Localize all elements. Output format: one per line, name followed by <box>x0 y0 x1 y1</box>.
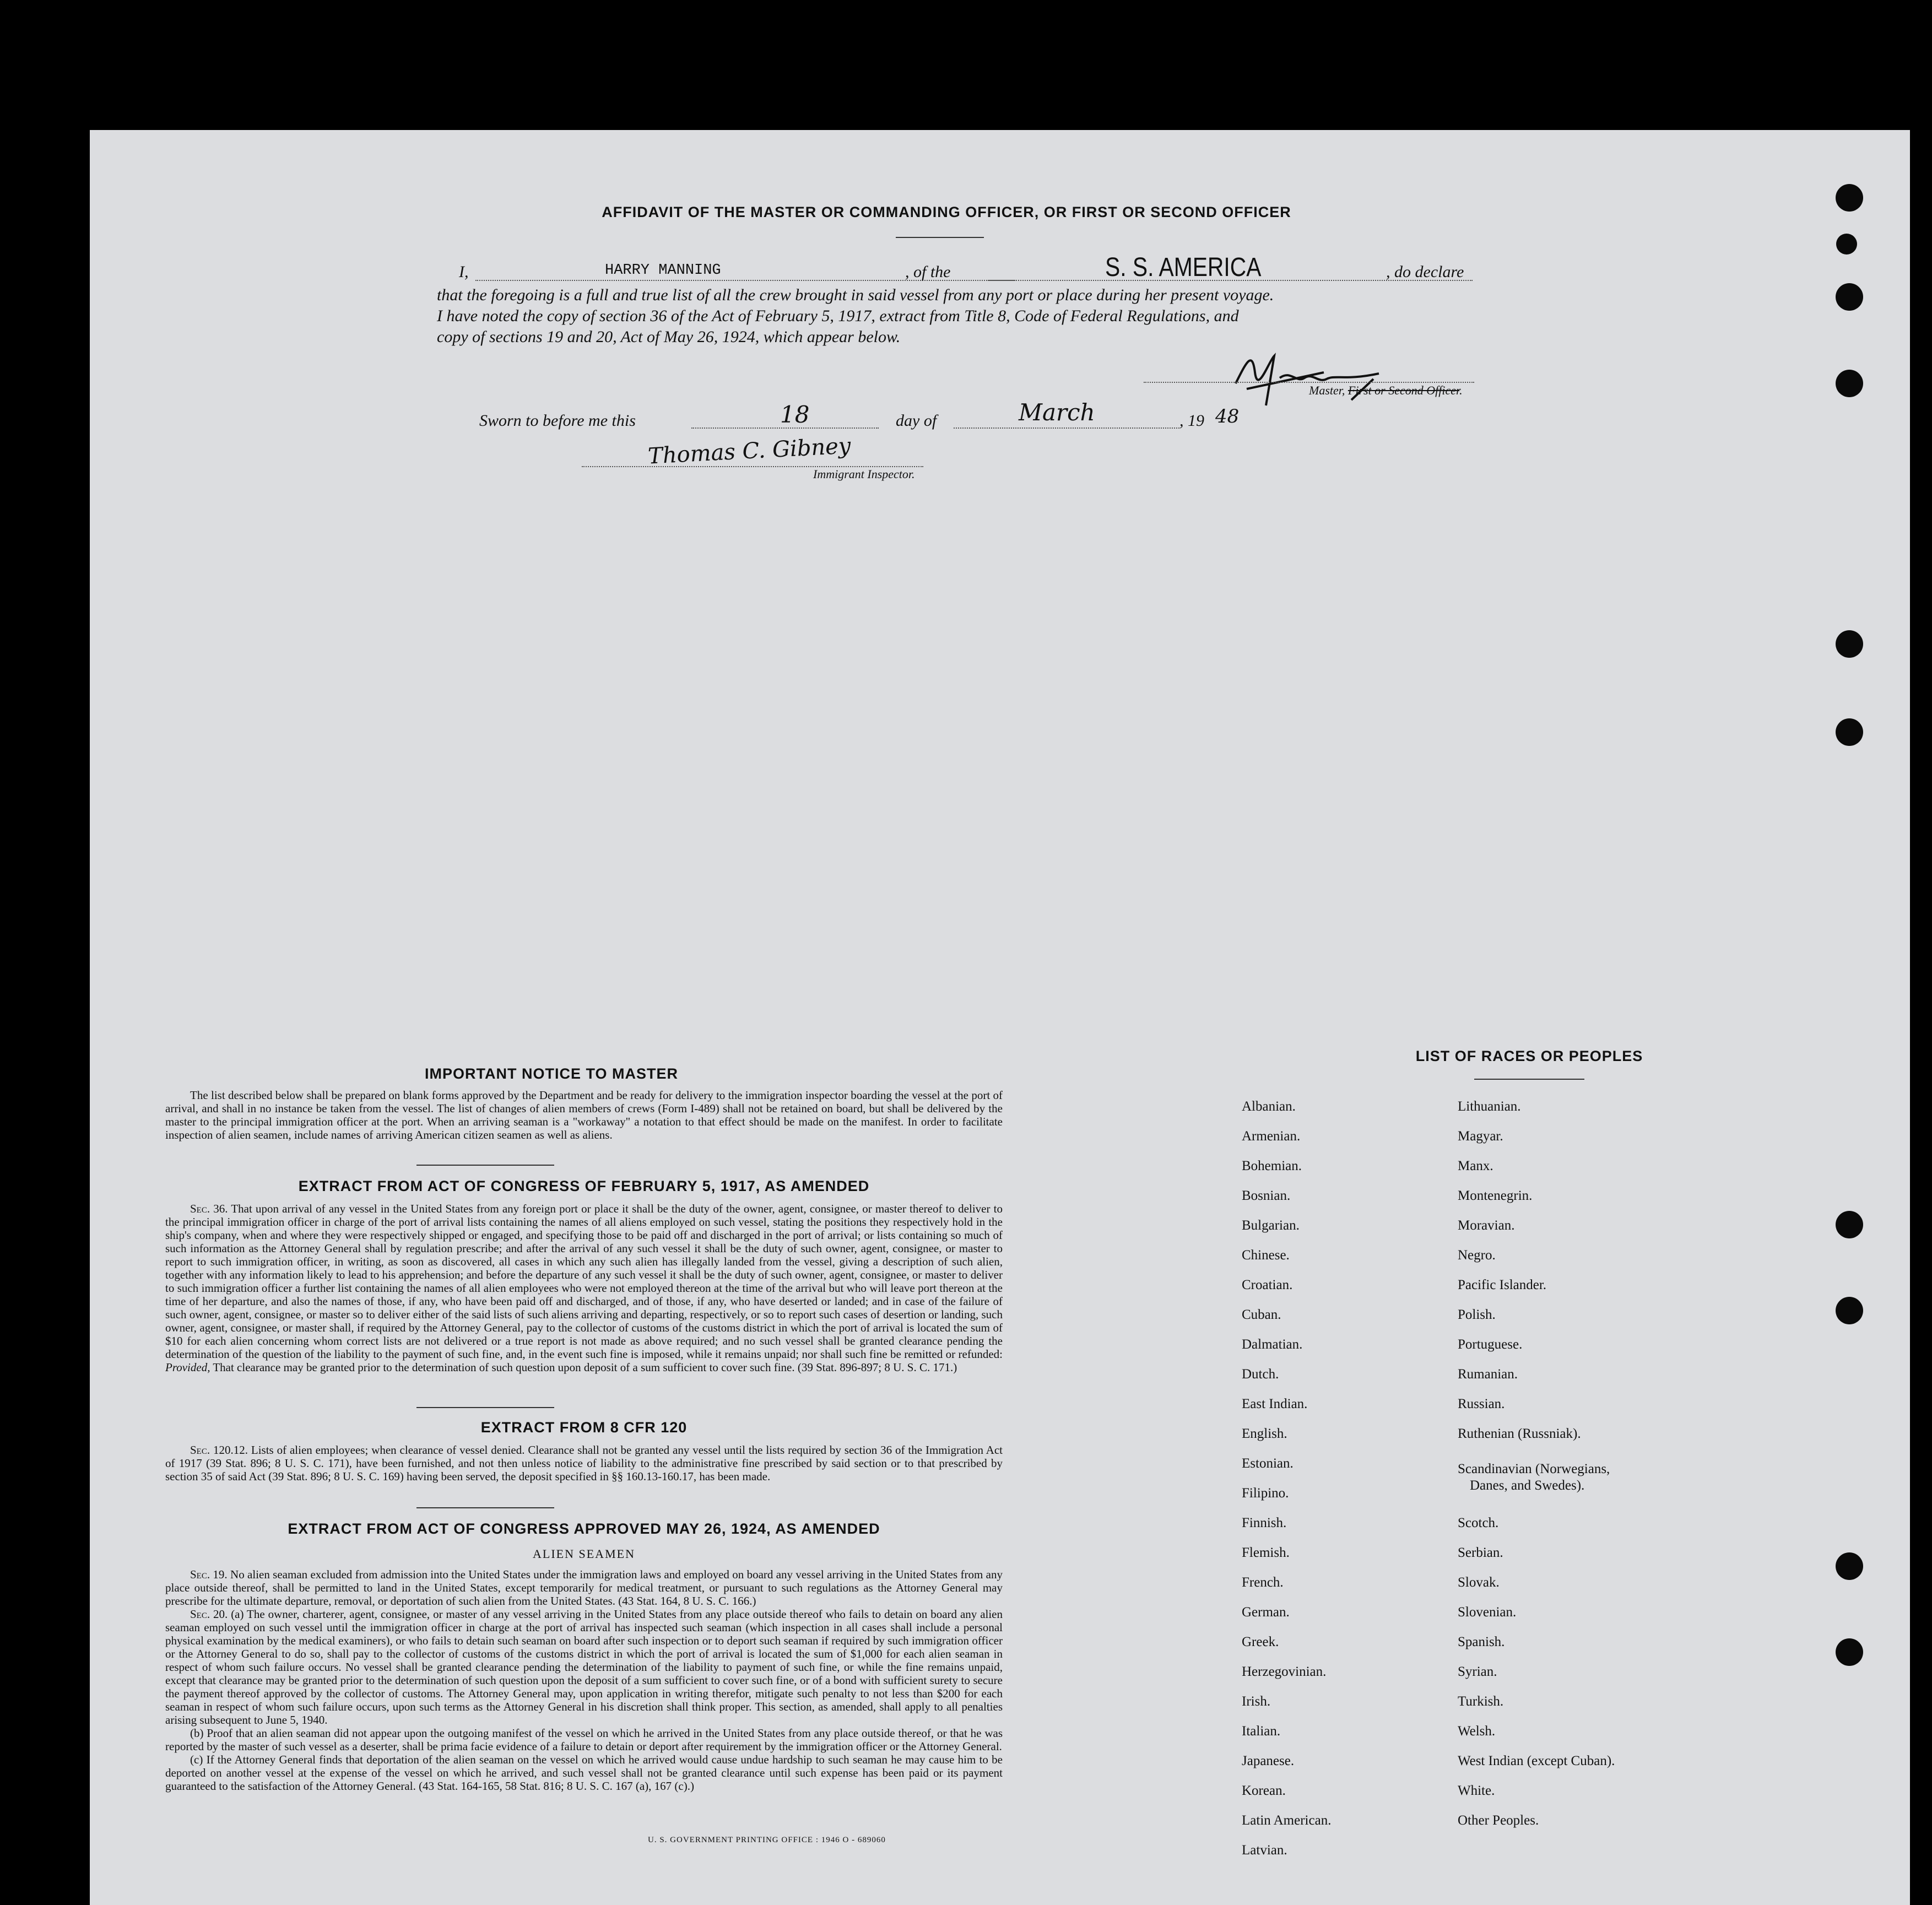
notice-title: IMPORTANT NOTICE TO MASTER <box>425 1065 678 1082</box>
divider <box>416 1407 554 1408</box>
race-item: Portuguese. <box>1458 1337 1523 1352</box>
race-item: Dalmatian. <box>1242 1337 1303 1352</box>
punch-hole <box>1836 1552 1863 1580</box>
proviso-text: That clearance may be granted prior to the determination of such question upon deposit of a sum sufficient to cover such fine. (39 Stat. 896-897; 8 U. S. C. 171.) <box>213 1361 957 1374</box>
sworn-year: 48 <box>1215 405 1240 427</box>
of-the-label: , of the <box>905 263 951 281</box>
year-prefix: , 19 <box>1179 412 1204 430</box>
race-item: Chinese. <box>1242 1248 1290 1263</box>
race-item: Negro. <box>1458 1248 1496 1263</box>
statement-line-2: I have noted the copy of section 36 of the Act of February 5, 1917, extract from Title 8, Code of Federal Regulations, and <box>437 307 1239 325</box>
cfr-paragraph <box>165 1443 1003 1483</box>
do-declare-label: , do declare <box>1386 263 1464 281</box>
race-item: Croatian. <box>1242 1278 1293 1292</box>
race-item: Finnish. <box>1242 1516 1287 1530</box>
race-item: Albanian. <box>1242 1099 1296 1114</box>
punch-hole <box>1836 1638 1863 1666</box>
statement-line-3: copy of sections 19 and 20, Act of May 26, 1924, which appear below. <box>437 328 901 346</box>
race-item: Korean. <box>1242 1783 1286 1798</box>
punch-hole <box>1836 184 1863 212</box>
race-item: Italian. <box>1242 1724 1281 1739</box>
race-item: Bohemian. <box>1242 1159 1302 1173</box>
race-item: Ruthenian (Russniak). <box>1458 1426 1581 1441</box>
punch-hole <box>1836 1297 1863 1324</box>
caption-period: . <box>1459 383 1463 397</box>
race-item: Slovak. <box>1458 1575 1500 1590</box>
race-item: Flemish. <box>1242 1545 1290 1560</box>
race-item: Greek. <box>1242 1635 1279 1649</box>
caption-master: Master, <box>1309 383 1345 397</box>
extract-cfr-title: EXTRACT FROM 8 CFR 120 <box>480 1419 688 1436</box>
document-page <box>90 130 1910 1905</box>
race-item-scandinavian <box>1458 1449 1615 1508</box>
race-item: Polish. <box>1458 1307 1496 1322</box>
race-item: West Indian (except Cuban). <box>1458 1754 1615 1768</box>
races-title: LIST OF RACES OR PEOPLES <box>1415 1048 1643 1064</box>
race-item: Montenegrin. <box>1458 1188 1533 1203</box>
cfr-sec-label: Sec. 120.12. <box>190 1443 248 1457</box>
punch-hole <box>1836 630 1863 658</box>
race-item: Latin American. <box>1242 1813 1332 1828</box>
statement-line-1: that the foregoing is a full and true list of all the crew brought in said vessel from any port or place during her present voyage. <box>437 286 1274 304</box>
race-item: Cuban. <box>1242 1307 1281 1322</box>
divider <box>416 1165 554 1166</box>
race-item: Bulgarian. <box>1242 1218 1300 1233</box>
divider <box>1474 1079 1584 1080</box>
sworn-label: Sworn to before me this <box>479 412 636 430</box>
race-item: Magyar. <box>1458 1129 1503 1144</box>
race-item: Scotch. <box>1458 1516 1499 1530</box>
affidavit-i-label: I, <box>459 263 469 281</box>
signature-caption <box>1309 383 1463 398</box>
race-item: Lithuanian. <box>1458 1099 1521 1114</box>
race-item: Pacific Islander. <box>1458 1278 1547 1292</box>
sec19-label: Sec. 19. <box>190 1568 228 1581</box>
race-item: Manx. <box>1458 1159 1493 1173</box>
extract-1917-text <box>165 1202 1003 1374</box>
race-item: Armenian. <box>1242 1129 1301 1144</box>
race-item: Estonian. <box>1242 1456 1294 1471</box>
race-item: Dutch. <box>1242 1367 1279 1382</box>
vessel-name: S. S. AMERICA <box>1105 253 1262 282</box>
sec36-text: That upon arrival of any vessel in the United States from any foreign port or place it shall be the duty of the owner, agent, consignee, or master thereof to deliver to the principal immigration officer in charge of the port of arrival lists containing the names of all aliens employed on such vessel, stating the positions they respectively hold in the ship's company, when and where they were respectively shipped or engaged, and specifying those to be paid off and discharged in the port of arrival; or lists containing so much of such information as the Attorney General shall by regulation prescribe; and after the arrival of any such vessel it shall be the duty of such owner, agent, consignee, or master to report to such immigration officer, in writing, as soon as discovered, all cases in which any such alien has illegally landed from the vessel, giving a description of such alien, together with any information likely to lead to his apprehension; and before the departure of any such vessel it shall be the duty of such owner, agent, consignee, or master to deliver to such immigration officer a further list containing the names of all alien employees who were not employed thereon at the time of the arrival but who will leave port thereon at the time of her departure, and also the names of those, if any, who have been paid off and discharged, and of those, if any, who have deserted or landed; and in case of the failure of such owner, agent, consignee, or master so to deliver either of the said lists of such aliens arriving and departing, respectively, or so to report such cases of desertion or landing, such owner, agent, consignee, or master shall, if required by the Attorney General, pay to the collector of customs of the customs district in which the port of arrival is located the sum of $10 for each alien concerning whom correct lists are not delivered or a true report is not made as above required; and no such vessel shall be granted clearance pending the determination of the question of the liability to the payment of such fine, and, in the event such fine is imposed, while it remains unpaid; nor shall such fine be remitted or refunded: <box>165 1202 1003 1361</box>
races-left-column <box>1242 1092 1331 1865</box>
master-name: HARRY MANNING <box>605 262 721 279</box>
affidavit-title: AFFIDAVIT OF THE MASTER OR COMMANDING OFFICER, OR FIRST OR SECOND OFFICER <box>602 204 1291 220</box>
sec36-label: Sec. 36. <box>190 1202 228 1215</box>
scandinavian-line-2: Danes, and Swedes). <box>1470 1478 1585 1493</box>
punch-hole <box>1836 718 1863 746</box>
race-item: East Indian. <box>1242 1397 1308 1411</box>
caption-struck: First or Second Officer <box>1347 383 1460 397</box>
sec20c-paragraph: (c) If the Attorney General finds that deportation of the alien seaman on the vessel on which he arrived would cause undue hardship to such seaman he may cause him to be deported on another vessel at the expense of the vessel on which he arrived, and such vessel shall not be granted clearance until such expense has been paid or its payment guaranteed to the satisfaction of the Attorney General. (43 Stat. 164-165, 58 Stat. 816; 8 U. S. C. 167 (a), 167 (c).) <box>165 1753 1003 1793</box>
race-item: Irish. <box>1242 1694 1271 1709</box>
punch-hole <box>1836 1211 1863 1238</box>
race-item: German. <box>1242 1605 1290 1620</box>
signature-line <box>1144 382 1474 383</box>
inspector-title: Immigrant Inspector. <box>813 467 915 481</box>
notice-paragraph: The list described below shall be prepared on blank forms approved by the Department and be ready for delivery to the immigration inspector boarding the vessel at the port of arrival, and shall in no instance be taken from the vessel. The list of changes of alien members of crews (Form I-489) shall not be retained on board, but shall be delivered by the master to the principal immigration officer at the port. When an arriving seaman is a "workaway" a notation to that effect should be made on the manifest. In order to facilitate inspection of alien seamen, include names of arriving American citizen seamen as well as aliens. <box>165 1089 1003 1141</box>
inspector-signature: Thomas C. Gibney <box>647 433 852 469</box>
race-item: Rumanian. <box>1458 1367 1518 1382</box>
race-item: Serbian. <box>1458 1545 1503 1560</box>
race-item: Latvian. <box>1242 1843 1287 1858</box>
extract-1924-text <box>165 1568 1003 1793</box>
cfr-text: Lists of alien employees; when clearance of vessel denied. Clearance shall not be granted any vessel until the lists required by section 36 of the Immigration Act of 1917 (39 Stat. 896; 8 U. S. C. 171), have been furnished, and not then unless notice of liability to the administrative fine prescribed by said section or to that prescribed by section 35 of said Act (39 Stat. 896; 8 U. S. C. 169) having been served, the deposit specified in §§ 160.13-160.17, has been made. <box>165 1443 1003 1483</box>
race-item: Filipino. <box>1242 1486 1289 1501</box>
race-item: White. <box>1458 1783 1495 1798</box>
alien-seamen-subtitle: ALIEN SEAMEN <box>533 1547 635 1561</box>
sec36-paragraph <box>165 1202 1003 1374</box>
punch-hole <box>1836 370 1863 397</box>
sec20-label: Sec. 20. <box>190 1608 228 1621</box>
scandinavian-line-1: Scandinavian (Norwegians, <box>1458 1462 1610 1476</box>
race-item: Spanish. <box>1458 1635 1505 1649</box>
extract-1917-title: EXTRACT FROM ACT OF CONGRESS OF FEBRUARY 5, 1917, AS AMENDED <box>298 1178 870 1194</box>
race-item: Japanese. <box>1242 1754 1295 1768</box>
race-item: French. <box>1242 1575 1284 1590</box>
punch-hole <box>1836 283 1863 311</box>
sec19-text: No alien seaman excluded from admission into the United States under the immigration laws and employed on board any vessel arriving in the United States from any place outside thereof, shall be permitted to land in the United States, except temporarily for medical treatment, or pursuant to such regulations as the Attorney General may prescribe for the ultimate departure, removal, or deportation of such alien from the United States. (43 Stat. 164, 8 U. S. C. 166.) <box>165 1568 1003 1608</box>
race-item: Russian. <box>1458 1397 1505 1411</box>
notice-text <box>165 1089 1003 1141</box>
sworn-day: 18 <box>780 401 810 428</box>
extract-1924-title: EXTRACT FROM ACT OF CONGRESS APPROVED MAY 26, 1924, AS AMENDED <box>288 1520 880 1537</box>
race-item: Bosnian. <box>1242 1188 1291 1203</box>
race-item: Welsh. <box>1458 1724 1496 1739</box>
proviso-label: Provided, <box>165 1361 210 1374</box>
race-item: Herzegovinian. <box>1242 1664 1327 1679</box>
sec19-paragraph <box>165 1568 1003 1608</box>
printing-office-imprint: U. S. GOVERNMENT PRINTING OFFICE : 1946 O - 689060 <box>648 1836 886 1844</box>
race-item: English. <box>1242 1426 1287 1441</box>
race-item: Syrian. <box>1458 1664 1497 1679</box>
race-item: Other Peoples. <box>1458 1813 1539 1828</box>
sec20a-text: (a) The owner, charterer, agent, consignee, or master of any vessel arriving in the United States from any place outside thereof who fails to detain on board any alien seaman employed on such vessel until the immigration officer in charge at the port of arrival has inspected such seaman (which inspection in all cases shall include a personal physical examination by the medical examiners), or who fails to detain such seaman on board after such inspection or to deport such seaman if required by such immigration officer or the Attorney General to do so, shall pay to the collector of customs of the customs district in which the port of arrival is located the sum of $1,000 for each alien seaman in respect of whom such failure occurs. No vessel shall be granted clearance pending the determination of the liability to payment of such fine, or while the fine remains unpaid, except that clearance may be granted prior to the determination of such question upon the deposit of a sum sufficient to cover such fine, or of a bond with sufficient surety to secure the payment thereof approved by the collector of customs. The Attorney General may, upon application in writing therefor, mitigate such penalty to not less than $200 for each seaman in respect of whom such failure occurs, upon such terms as the Attorney General in his discretion shall think proper. This section, as amended, shall apply to all penalties arising subsequent to June 5, 1940. <box>165 1608 1003 1727</box>
extract-cfr-text <box>165 1443 1003 1483</box>
race-item: Slovenian. <box>1458 1605 1517 1620</box>
punch-hole <box>1836 234 1857 255</box>
race-item: Moravian. <box>1458 1218 1515 1233</box>
race-item: Turkish. <box>1458 1694 1504 1709</box>
day-of-label: day of <box>896 412 937 430</box>
divider <box>896 237 984 238</box>
races-right-column <box>1458 1092 1615 1836</box>
sec20b-paragraph: (b) Proof that an alien seaman did not appear upon the outgoing manifest of the vessel on which he arrived in the United States from any place outside thereof, or that he was reported by the master of such vessel as a deserter, shall be prima facie evidence of a failure to detain or deport after requirement by the immigration officer or the Attorney General. <box>165 1727 1003 1753</box>
month-line <box>954 427 1179 429</box>
divider <box>416 1507 554 1508</box>
sworn-month: March <box>1019 399 1095 426</box>
sec20a-paragraph <box>165 1608 1003 1727</box>
